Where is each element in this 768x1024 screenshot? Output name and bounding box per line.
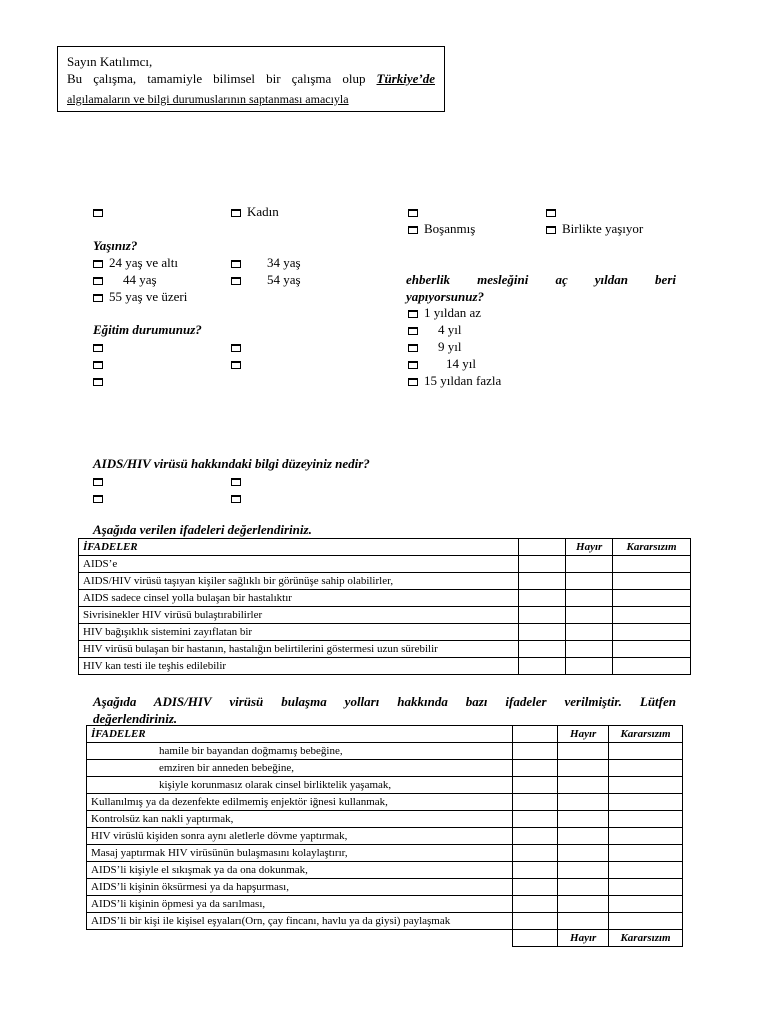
answer-yes-cell[interactable] bbox=[519, 590, 566, 607]
option-label: Birlikte yaşıyor bbox=[562, 221, 644, 236]
answer-no-cell[interactable] bbox=[558, 811, 609, 828]
footer-undecided: Kararsızım bbox=[609, 930, 683, 947]
option-label: 44 yaş bbox=[123, 272, 157, 287]
marital-option-2[interactable] bbox=[546, 204, 562, 220]
table-row bbox=[87, 811, 683, 828]
checkbox[interactable] bbox=[408, 226, 418, 234]
answer-undecided-cell[interactable] bbox=[609, 862, 683, 879]
table-row bbox=[87, 913, 683, 930]
statements-table-2 bbox=[86, 725, 683, 947]
answer-yes-cell[interactable] bbox=[519, 658, 566, 675]
option-label: 15 yıldan fazla bbox=[424, 373, 502, 388]
answer-no-cell[interactable] bbox=[558, 828, 609, 845]
checkbox[interactable] bbox=[408, 361, 418, 369]
checkbox[interactable] bbox=[408, 310, 418, 318]
intro-greeting: Sayın Katılımcı, bbox=[67, 54, 153, 69]
col-statements: İFADELER bbox=[79, 539, 519, 556]
answer-no-cell[interactable] bbox=[566, 624, 613, 641]
intro-continued: algılamaların ve bilgi durumuslarının saptanması amacıyla bbox=[67, 92, 349, 106]
col-no: Hayır bbox=[566, 539, 613, 556]
checkbox[interactable] bbox=[93, 495, 103, 503]
answer-undecided-cell[interactable] bbox=[613, 658, 691, 675]
col-yes bbox=[512, 726, 558, 743]
answer-undecided-cell[interactable] bbox=[613, 607, 691, 624]
answer-yes-cell[interactable] bbox=[519, 641, 566, 658]
answer-yes-cell[interactable] bbox=[512, 777, 558, 794]
knowledge-option-3[interactable] bbox=[93, 490, 109, 506]
option-label: 9 yıl bbox=[438, 339, 462, 354]
answer-yes-cell[interactable] bbox=[519, 607, 566, 624]
checkbox[interactable] bbox=[231, 209, 241, 217]
col-undecided: Kararsızım bbox=[609, 726, 683, 743]
answer-undecided-cell[interactable] bbox=[609, 828, 683, 845]
table-row bbox=[87, 828, 683, 845]
knowledge-option-2[interactable] bbox=[231, 473, 247, 489]
answer-yes-cell[interactable] bbox=[512, 811, 558, 828]
table-row bbox=[87, 896, 683, 913]
checkbox[interactable] bbox=[408, 344, 418, 352]
answer-undecided-cell[interactable] bbox=[609, 879, 683, 896]
checkbox[interactable] bbox=[408, 209, 418, 217]
answer-no-cell[interactable] bbox=[558, 760, 609, 777]
answer-undecided-cell[interactable] bbox=[609, 913, 683, 930]
answer-undecided-cell[interactable] bbox=[613, 590, 691, 607]
footer-no: Hayır bbox=[558, 930, 609, 947]
intro-box bbox=[57, 46, 445, 112]
answer-undecided-cell[interactable] bbox=[613, 641, 691, 658]
statement-text: AIDS’li bir kişi ile kişisel eşyaları(Orn, çay fincanı, havlu ya da giysi) paylaşmak bbox=[87, 913, 513, 930]
statement-text: AIDS’li kişinin öpmesi ya da sarılması, bbox=[87, 896, 513, 913]
edu-option-2[interactable] bbox=[231, 339, 247, 355]
knowledge-question: AIDS/HIV virüsü hakkındaki bilgi düzeyiniz nedir? bbox=[93, 456, 370, 471]
answer-no-cell[interactable] bbox=[558, 743, 609, 760]
checkbox[interactable] bbox=[231, 478, 241, 486]
age-34-option[interactable] bbox=[231, 255, 301, 271]
col-undecided: Kararsızım bbox=[613, 539, 691, 556]
statement-text: HIV kan testi ile teşhis edilebilir bbox=[79, 658, 519, 675]
job-1-option[interactable] bbox=[408, 305, 481, 321]
checkbox[interactable] bbox=[93, 478, 103, 486]
job-14-option[interactable] bbox=[408, 356, 476, 372]
answer-undecided-cell[interactable] bbox=[613, 624, 691, 641]
checkbox[interactable] bbox=[546, 226, 556, 234]
edu-option-1[interactable] bbox=[93, 339, 109, 355]
answer-undecided-cell[interactable] bbox=[609, 794, 683, 811]
table-row bbox=[87, 879, 683, 896]
statement-text: Sivrisinekler HIV virüsü bulaştırabilirler bbox=[79, 607, 519, 624]
age-54-option[interactable] bbox=[231, 272, 301, 288]
answer-no-cell[interactable] bbox=[566, 607, 613, 624]
answer-no-cell[interactable] bbox=[558, 794, 609, 811]
answer-yes-cell[interactable] bbox=[519, 573, 566, 590]
answer-no-cell[interactable] bbox=[558, 913, 609, 930]
answer-yes-cell[interactable] bbox=[512, 862, 558, 879]
statement-text: AIDS’li kişinin öksürmesi ya da hapşurması, bbox=[87, 879, 513, 896]
profession-question-cont: yapıyorsunuz? bbox=[406, 289, 485, 304]
table2-body bbox=[87, 726, 683, 947]
answer-no-cell[interactable] bbox=[566, 590, 613, 607]
answer-no-cell[interactable] bbox=[558, 879, 609, 896]
statement-text: kişiyle korunmasız olarak cinsel birliktelik yaşamak, bbox=[87, 777, 513, 794]
option-label: 55 yaş ve üzeri bbox=[109, 289, 188, 304]
intro-sentence bbox=[67, 70, 435, 87]
table-row bbox=[87, 862, 683, 879]
option-label: 34 yaş bbox=[267, 255, 301, 270]
table-footer-row bbox=[87, 930, 683, 947]
checkbox[interactable] bbox=[93, 361, 103, 369]
table1-title: Aşağıda verilen ifadeleri değerlendiriniz. bbox=[93, 522, 312, 537]
answer-no-cell[interactable] bbox=[558, 896, 609, 913]
marital-divorced-option[interactable] bbox=[408, 221, 475, 237]
checkbox[interactable] bbox=[408, 378, 418, 386]
option-label: 1 yıldan az bbox=[424, 305, 482, 320]
answer-undecided-cell[interactable] bbox=[609, 743, 683, 760]
statement-text: AIDS’e bbox=[79, 556, 519, 573]
table-header-row bbox=[87, 726, 683, 743]
checkbox[interactable] bbox=[408, 327, 418, 335]
answer-undecided-cell[interactable] bbox=[609, 760, 683, 777]
edu-option-5[interactable] bbox=[93, 373, 109, 389]
profession-question: ehberlik mesleğini aç yıldan beri bbox=[406, 272, 676, 287]
statements-table-1 bbox=[78, 538, 691, 675]
answer-yes-cell[interactable] bbox=[512, 743, 558, 760]
answer-yes-cell[interactable] bbox=[512, 845, 558, 862]
footer-yes bbox=[512, 930, 558, 947]
age-question: Yaşınız? bbox=[93, 238, 138, 253]
answer-yes-cell[interactable] bbox=[512, 760, 558, 777]
option-label: Boşanmış bbox=[424, 221, 476, 236]
checkbox[interactable] bbox=[93, 209, 103, 217]
answer-no-cell[interactable] bbox=[566, 641, 613, 658]
age-44-option[interactable] bbox=[93, 272, 157, 288]
answer-undecided-cell[interactable] bbox=[609, 845, 683, 862]
checkbox[interactable] bbox=[231, 361, 241, 369]
edu-option-4[interactable] bbox=[231, 356, 247, 372]
answer-undecided-cell[interactable] bbox=[613, 573, 691, 590]
table-row bbox=[79, 641, 691, 658]
intro-emphasis: Türkiye’de bbox=[376, 71, 435, 86]
knowledge-option-4[interactable] bbox=[231, 490, 247, 506]
table2-title-cont: değerlendiriniz. bbox=[93, 711, 178, 726]
checkbox[interactable] bbox=[231, 344, 241, 352]
answer-undecided-cell[interactable] bbox=[609, 896, 683, 913]
table-row bbox=[79, 607, 691, 624]
checkbox[interactable] bbox=[93, 260, 103, 268]
answer-yes-cell[interactable] bbox=[512, 828, 558, 845]
checkbox[interactable] bbox=[546, 209, 556, 217]
marital-cohabit-option[interactable] bbox=[546, 221, 643, 237]
statement-text: Masaj yaptırmak HIV virüsünün bulaşmasını kolaylaştırır, bbox=[87, 845, 513, 862]
table-row bbox=[79, 658, 691, 675]
answer-undecided-cell[interactable] bbox=[609, 811, 683, 828]
table-row bbox=[79, 573, 691, 590]
job-15-option[interactable] bbox=[408, 373, 501, 389]
answer-undecided-cell[interactable] bbox=[613, 556, 691, 573]
answer-no-cell[interactable] bbox=[566, 573, 613, 590]
option-label: 54 yaş bbox=[267, 272, 301, 287]
statement-text: HIV virüslü kişiden sonra aynı aletlerle dövme yaptırmak, bbox=[87, 828, 513, 845]
statement-text: AIDS/HIV virüsü taşıyan kişiler sağlıklı bir görünüşe sahip olabilirler, bbox=[79, 573, 519, 590]
answer-no-cell[interactable] bbox=[558, 862, 609, 879]
table-header-row bbox=[79, 539, 691, 556]
statement-text: AIDS’li kişiyle el sıkışmak ya da ona dokunmak, bbox=[87, 862, 513, 879]
col-yes bbox=[519, 539, 566, 556]
answer-no-cell[interactable] bbox=[558, 777, 609, 794]
gender-male-option[interactable] bbox=[93, 204, 109, 220]
checkbox[interactable] bbox=[93, 277, 103, 285]
statement-text: Kullanılmış ya da dezenfekte edilmemiş enjektör iğnesi kullanmak, bbox=[87, 794, 513, 811]
answer-yes-cell[interactable] bbox=[519, 556, 566, 573]
table-row bbox=[87, 743, 683, 760]
statement-text: HIV bağışıklık sistemini zayıflatan bir bbox=[79, 624, 519, 641]
col-no: Hayır bbox=[558, 726, 609, 743]
option-label: 4 yıl bbox=[438, 322, 462, 337]
answer-no-cell[interactable] bbox=[566, 556, 613, 573]
answer-undecided-cell[interactable] bbox=[609, 777, 683, 794]
knowledge-option-1[interactable] bbox=[93, 473, 109, 489]
table-row bbox=[87, 845, 683, 862]
checkbox[interactable] bbox=[93, 378, 103, 386]
answer-no-cell[interactable] bbox=[566, 658, 613, 675]
answer-yes-cell[interactable] bbox=[512, 879, 558, 896]
statement-text: hamile bir bayandan doğmamış bebeğine, bbox=[87, 743, 513, 760]
marital-option-1[interactable] bbox=[408, 204, 424, 220]
statement-text: emziren bir anneden bebeğine, bbox=[87, 760, 513, 777]
col-statements: İFADELER bbox=[87, 726, 513, 743]
table2-title: Aşağıda ADIS/HIV virüsü bulaşma yolları hakkında bazı ifadeler verilmiştir. Lütfen bbox=[93, 694, 676, 709]
answer-no-cell[interactable] bbox=[558, 845, 609, 862]
checkbox[interactable] bbox=[93, 344, 103, 352]
table-row bbox=[79, 624, 691, 641]
answer-yes-cell[interactable] bbox=[512, 896, 558, 913]
education-question: Eğitim durumunuz? bbox=[93, 322, 202, 337]
checkbox[interactable] bbox=[231, 277, 241, 285]
table1-body bbox=[79, 539, 691, 675]
option-label: 14 yıl bbox=[446, 356, 476, 371]
edu-option-3[interactable] bbox=[93, 356, 109, 372]
option-label: Kadın bbox=[247, 204, 279, 219]
age-55-option[interactable] bbox=[93, 289, 187, 305]
answer-yes-cell[interactable] bbox=[519, 624, 566, 641]
job-9-option[interactable] bbox=[408, 339, 461, 355]
checkbox[interactable] bbox=[231, 495, 241, 503]
checkbox[interactable] bbox=[231, 260, 241, 268]
option-label: 24 yaş ve altı bbox=[109, 255, 178, 270]
job-4-option[interactable] bbox=[408, 322, 461, 338]
statement-text: HIV virüsü bulaşan bir hastanın, hastalığın belirtilerini göstermesi uzun sürebilir bbox=[79, 641, 519, 658]
table-row bbox=[79, 590, 691, 607]
table-row bbox=[87, 794, 683, 811]
answer-yes-cell[interactable] bbox=[512, 913, 558, 930]
table-row bbox=[87, 760, 683, 777]
table-row bbox=[87, 777, 683, 794]
footer-blank bbox=[87, 930, 513, 947]
age-24-option[interactable] bbox=[93, 255, 178, 271]
gender-female-option[interactable] bbox=[231, 204, 279, 220]
statement-text: Kontrolsüz kan nakli yaptırmak, bbox=[87, 811, 513, 828]
checkbox[interactable] bbox=[93, 294, 103, 302]
answer-yes-cell[interactable] bbox=[512, 794, 558, 811]
intro-sentence-text: Bu çalışma, tamamiyle bilimsel bir çalışma olup bbox=[67, 71, 377, 86]
statement-text: AIDS sadece cinsel yolla bulaşan bir hastalıktır bbox=[79, 590, 519, 607]
table-row bbox=[79, 556, 691, 573]
